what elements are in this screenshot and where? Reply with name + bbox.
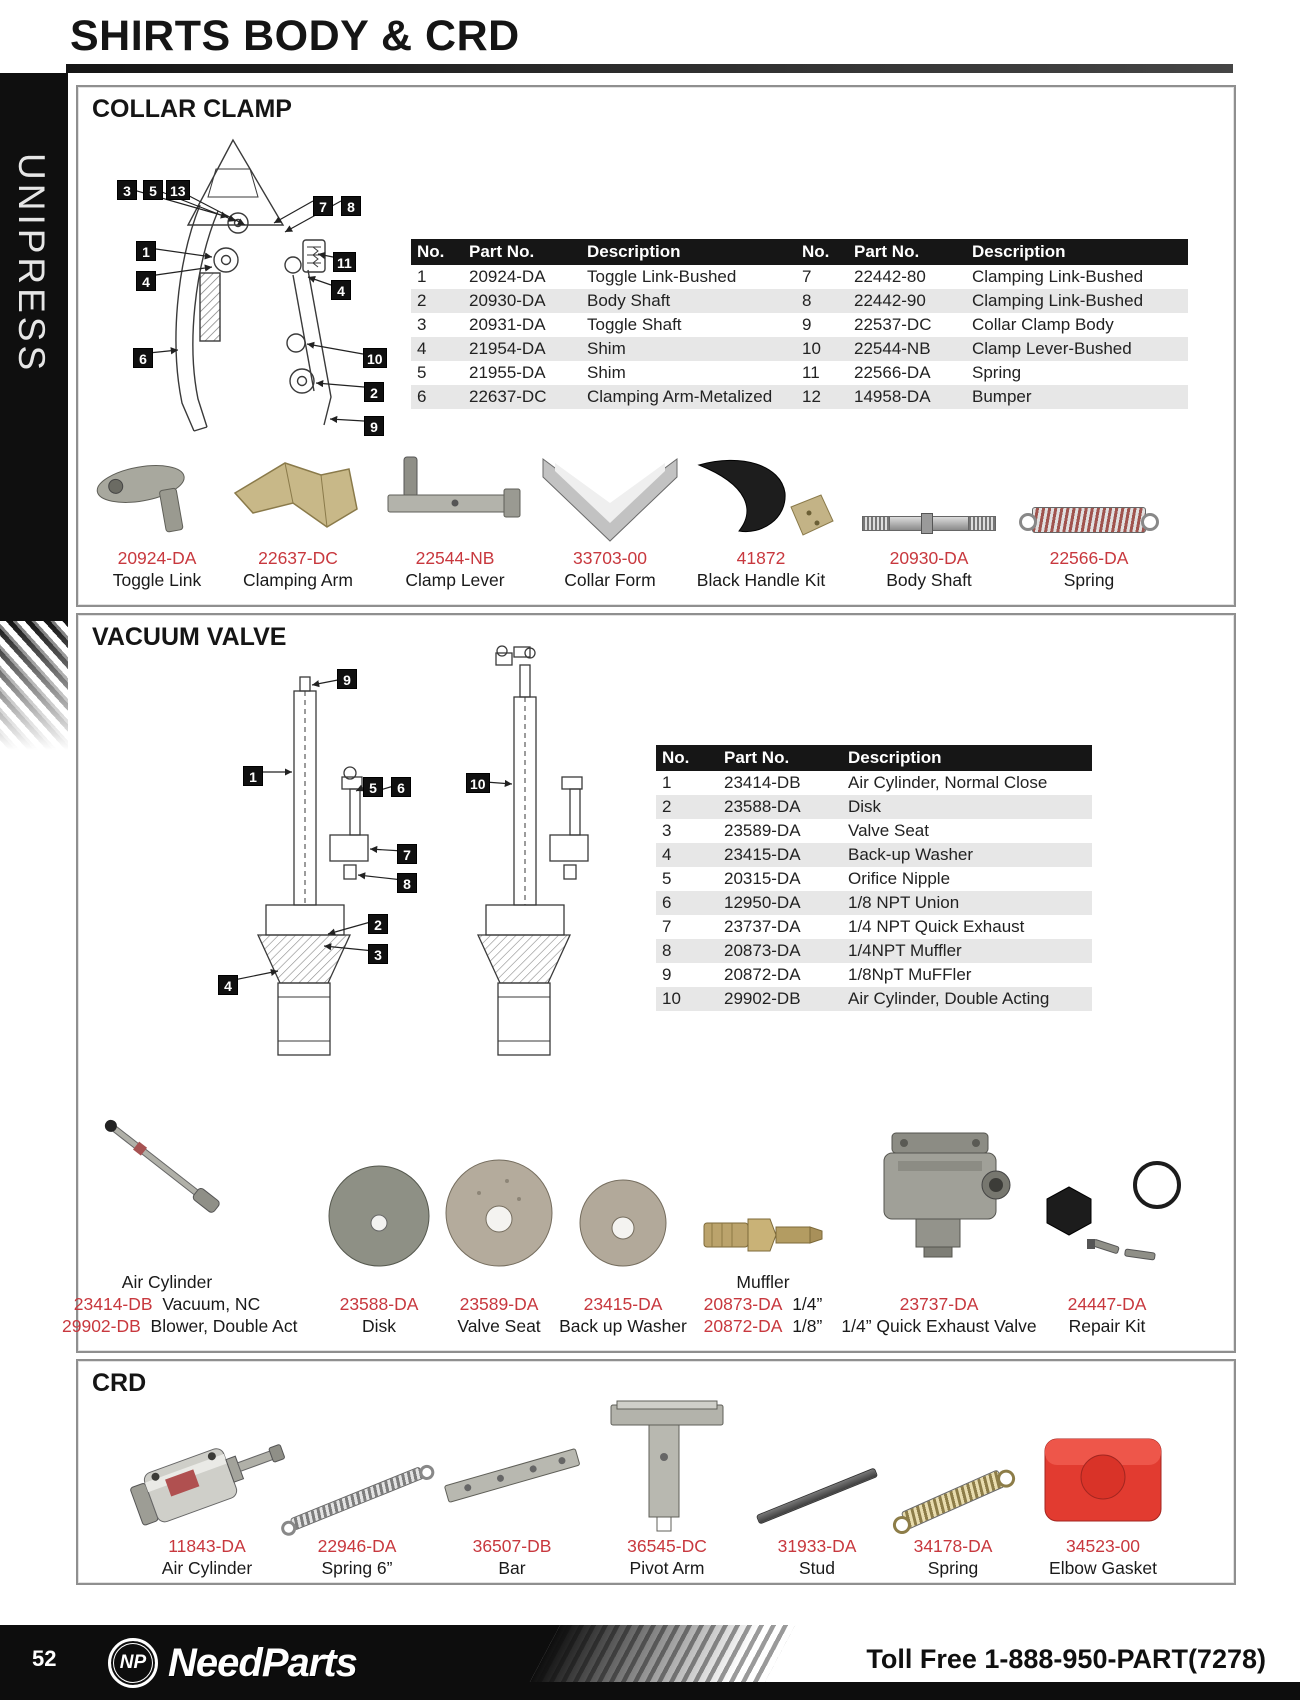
product-label: Muffler [736, 1272, 790, 1292]
callout-10: 10 [466, 773, 490, 793]
product-part-no: 29902-DB [62, 1316, 141, 1336]
collar-clamp-table-left [411, 239, 803, 409]
sidebar-brand-label: UNIPRESS [11, 153, 52, 375]
table-row: 7 22442-80 Clamping Link-Bushed [802, 267, 1144, 286]
page-number: 52 [32, 1646, 57, 1671]
air-cylinder-photo [62, 1057, 272, 1271]
table-row: 5 20315-DA Orifice Nipple [662, 869, 951, 888]
body-shaft-photo [844, 449, 1014, 547]
table-row: 9 22537-DC Collar Clamp Body [802, 315, 1114, 334]
product-part-no: 31933-DA [777, 1536, 857, 1556]
callout-5: 5 [143, 180, 163, 200]
vacuum-valve-table [656, 745, 1092, 1011]
product-crd-spring [868, 1393, 1038, 1579]
product-part-no: 24447-DA [1067, 1294, 1147, 1314]
table-header-row: No. Part No. Description [656, 745, 1092, 771]
crd-section [76, 1359, 1236, 1585]
table-row: 8 22442-90 Clamping Link-Bushed [796, 289, 1188, 313]
table-row: 3 20931-DA Toggle Shaft [417, 315, 682, 334]
table-row: 7 23737-DA 1/4 NPT Quick Exhaust [662, 917, 1025, 936]
product-name: Air Cylinder [161, 1558, 253, 1578]
product-name: 1/4” Quick Exhaust Valve [841, 1316, 1037, 1336]
black-handle-kit-photo [676, 449, 846, 547]
product-part-no: 22566-DA [1049, 548, 1129, 568]
spring-photo [1004, 449, 1174, 547]
product-crd-pivot-arm [582, 1393, 752, 1579]
callout-9: 9 [337, 669, 357, 689]
table-row: 11 22566-DA Spring [802, 363, 1022, 382]
product-name: Stud [799, 1558, 835, 1578]
crd-air-cylinder-photo [122, 1393, 292, 1535]
table-row: 2 20930-DA Body Shaft [411, 289, 803, 313]
product-name: Body Shaft [886, 570, 972, 590]
brand-logo-text: NeedParts [168, 1640, 357, 1685]
product-part-no: 34178-DA [913, 1536, 993, 1556]
product-clamp-lever [370, 449, 540, 591]
product-name: Clamping Arm [243, 570, 353, 590]
table-header-row: No. Part No. Description [411, 239, 803, 265]
product-part-no: 11843-DA [168, 1536, 246, 1556]
callout-6: 6 [391, 777, 411, 797]
product-clamping-arm [213, 449, 383, 591]
tollfree-number: Toll Free 1-888-950-PART(7278) [866, 1644, 1266, 1674]
callout-4a: 4 [136, 271, 156, 291]
crd-spring6-photo [272, 1393, 442, 1535]
table-row: 3 23589-DA Valve Seat [662, 821, 929, 840]
brand-logo [108, 1638, 357, 1688]
table-row: 6 22637-DC Clamping Arm-Metalized [411, 385, 803, 409]
product-spring [1004, 449, 1174, 591]
product-part-no: 20924-DA [117, 548, 197, 568]
product-collar-form [525, 449, 695, 591]
callout-2: 2 [368, 914, 388, 934]
product-name: Black Handle Kit [696, 570, 826, 590]
product-part-no: 22946-DA [317, 1536, 397, 1556]
product-name: Clamp Lever [405, 570, 505, 590]
brand-logo-icon: NP [108, 1638, 158, 1688]
vacuum-valve-section [62, 613, 1236, 1353]
product-name: Disk [361, 1316, 397, 1336]
product-body-shaft [844, 449, 1014, 591]
callout-5: 5 [363, 777, 383, 797]
product-part-no: 36545-DC [627, 1536, 707, 1556]
clamping-arm-photo [213, 449, 383, 547]
table-row: 9 20872-DA 1/8NpT MuFFler [662, 965, 972, 984]
product-name: Spring 6” [321, 1558, 393, 1578]
callout-1: 1 [243, 766, 263, 786]
product-name: Collar Form [564, 570, 656, 590]
product-name: Elbow Gasket [1049, 1558, 1157, 1578]
collar-clamp-table-right [796, 239, 1188, 409]
collar-clamp-title: COLLAR CLAMP [92, 95, 292, 123]
product-black-handle-kit [676, 449, 846, 591]
product-part-no: 20873-DA [703, 1294, 783, 1314]
product-part-no: 23588-DA [339, 1294, 419, 1314]
product-part-no: 41872 [736, 548, 786, 568]
product-part-no: 23415-DA [583, 1294, 663, 1314]
crd-spring-photo [868, 1393, 1038, 1535]
table-row: 6 12950-DA 1/8 NPT Union [656, 891, 1092, 915]
callout-6: 6 [133, 348, 153, 368]
table-row: 10 29902-DB Air Cylinder, Double Acting [656, 987, 1092, 1011]
page-title: SHIRTS BODY & CRD [70, 12, 520, 60]
crd-bar-photo [427, 1393, 597, 1535]
product-part-no: 34523-00 [1066, 1536, 1140, 1556]
callout-8: 8 [397, 873, 417, 893]
product-desc: Vacuum, NC [162, 1294, 261, 1314]
product-part-no: 20872-DA [703, 1316, 783, 1336]
table-row: 12 14958-DA Bumper [796, 385, 1188, 409]
product-name: Spring [1063, 570, 1115, 590]
vacuum-valve-title: VACUUM VALVE [92, 623, 287, 651]
table-row: 1 23414-DB Air Cylinder, Normal Close [662, 773, 1048, 792]
product-repair-kit [1002, 1057, 1212, 1337]
clamp-lever-photo [370, 449, 540, 547]
table-row: 4 21954-DA Shim [411, 337, 803, 361]
sidebar-stripe-fade [0, 621, 68, 761]
repair-kit-photo [1002, 1057, 1212, 1271]
product-name: Bar [498, 1558, 526, 1578]
product-crd-spring6 [272, 1393, 442, 1579]
collar-form-photo [525, 449, 695, 547]
product-name: Valve Seat [457, 1316, 541, 1336]
product-name: Toggle Link [112, 570, 202, 590]
footer-stripe-transition [530, 1625, 795, 1682]
callout-11: 11 [333, 252, 356, 272]
product-part-no: 23737-DA [899, 1294, 979, 1314]
product-desc: 1/4” [792, 1294, 823, 1314]
sidebar-band [0, 73, 68, 621]
product-name: Pivot Arm [629, 1558, 705, 1578]
product-desc: Blower, Double Act [150, 1316, 298, 1336]
table-header-row: No. Part No. Description [796, 239, 1188, 265]
product-part-no: 33703-00 [573, 548, 647, 568]
product-name: Repair Kit [1068, 1316, 1146, 1336]
table-row: 8 20873-DA 1/4NPT Muffler [656, 939, 1092, 963]
callout-9: 9 [364, 416, 384, 436]
product-part-no: 22637-DC [258, 548, 338, 568]
title-rule [66, 64, 1233, 73]
callout-1: 1 [136, 241, 156, 261]
callout-8: 8 [341, 196, 361, 216]
product-label: Air Cylinder [121, 1272, 213, 1292]
product-part-no: 20930-DA [889, 548, 969, 568]
table-row: 10 22544-NB Clamp Lever-Bushed [796, 337, 1188, 361]
table-row: 1 20924-DA Toggle Link-Bushed [417, 267, 737, 286]
table-row: 2 23588-DA Disk [656, 795, 1092, 819]
product-part-no: 23414-DB [73, 1294, 153, 1314]
callout-7: 7 [397, 844, 417, 864]
crd-title: CRD [92, 1369, 147, 1397]
callout-10: 10 [363, 348, 387, 368]
product-crd-air-cylinder [122, 1393, 292, 1579]
product-part-no: 36507-DB [472, 1536, 552, 1556]
product-name: Back up Washer [559, 1316, 687, 1336]
table-row: 4 23415-DA Back-up Washer [656, 843, 1092, 867]
callout-2: 2 [364, 382, 384, 402]
callout-4b: 4 [331, 280, 351, 300]
callout-4: 4 [218, 975, 238, 995]
crd-elbow-gasket-photo [1018, 1393, 1188, 1535]
product-crd-elbow-gasket [1018, 1393, 1188, 1579]
product-air-cylinder [62, 1057, 298, 1337]
callout-13: 13 [166, 180, 190, 200]
product-part-no: 22544-NB [415, 548, 495, 568]
product-desc: 1/8” [792, 1316, 823, 1336]
crd-pivot-arm-photo [582, 1393, 752, 1535]
callout-3: 3 [117, 180, 137, 200]
product-name: Spring [927, 1558, 979, 1578]
table-row: 5 21955-DA Shim [417, 363, 626, 382]
product-part-no: 23589-DA [459, 1294, 539, 1314]
collar-clamp-section [76, 85, 1236, 607]
callout-7: 7 [313, 196, 333, 216]
callout-3: 3 [368, 944, 388, 964]
product-crd-bar [427, 1393, 597, 1579]
